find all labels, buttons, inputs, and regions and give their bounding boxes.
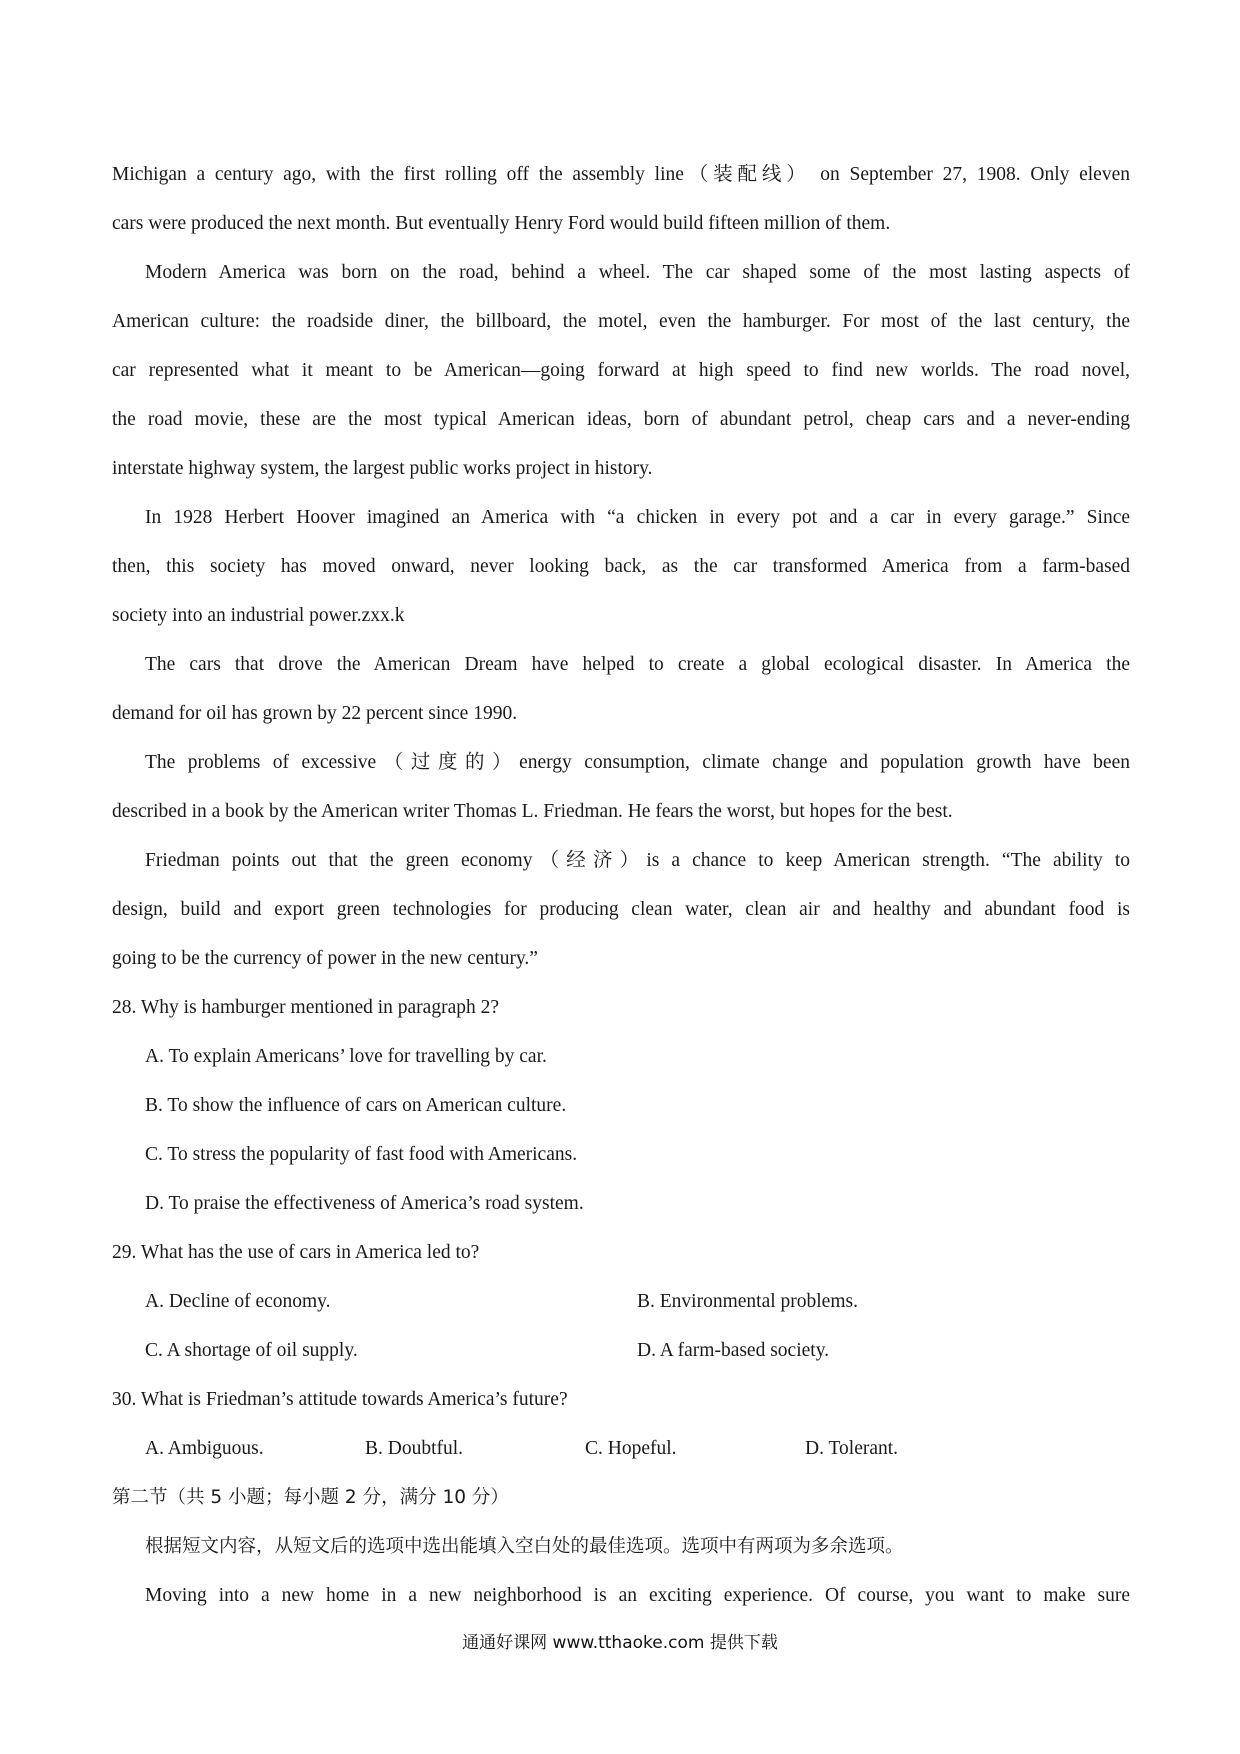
answer-option: A. Decline of economy. [145,1291,331,1312]
passage-line: American culture: the roadside diner, the billboard, the motel, even the hamburger. For most of the last century, the [112,311,1130,332]
answer-option: D. Tolerant. [805,1438,899,1459]
passage-line: going to be the currency of power in the new century.” [112,948,538,969]
answer-option: B. Doubtful. [365,1438,464,1459]
passage-line: then, this society has moved onward, never looking back, as the car transformed America from a farm-based [112,556,1130,577]
passage-line: The problems of excessive（过度的）energy consumption, climate change and population growth have been [145,752,1130,773]
exam-page [112,150,1130,1620]
passage-line: the road movie, these are the most typical American ideas, born of abundant petrol, cheap cars and a never-ending [112,409,1130,430]
answer-option-row [112,1326,1130,1375]
question-stem: 30. What is Friedman’s attitude towards America’s future? [112,1389,568,1410]
section-heading: 第二节（共 5 小题；每小题 2 分，满分 10 分） [112,1487,509,1508]
passage-line: The cars that drove the American Dream have helped to create a global ecological disaster. In America the [145,654,1130,675]
passage-line: design, build and export green technologies for producing clean water, clean air and healthy and abundant food is [112,899,1130,920]
section-instruction: 根据短文内容，从短文后的选项中选出能填入空白处的最佳选项。选项中有两项为多余选项。 [145,1536,904,1557]
passage-line: cars were produced the next month. But eventually Henry Ford would build fifteen million of them. [112,213,891,234]
answer-option: D. To praise the effectiveness of America’s road system. [145,1193,584,1214]
answer-option: B. Environmental problems. [637,1291,858,1312]
passage-line: Modern America was born on the road, behind a wheel. The car shaped some of the most lasting aspects of [145,262,1130,283]
answer-option: C. Hopeful. [585,1438,677,1459]
answer-option: A. To explain Americans’ love for travelling by car. [145,1046,547,1067]
question-stem: 28. Why is hamburger mentioned in paragraph 2? [112,997,500,1018]
page-footer: 通通好课网 www.tthaoke.com 提供下载 [462,1633,778,1653]
passage-line: Moving into a new home in a new neighborhood is an exciting experience. Of course, you want to make sure [145,1585,1130,1606]
passage-line: Friedman points out that the green economy（经济）is a chance to keep American strength. “The ability to [145,850,1130,871]
answer-option: D. A farm-based society. [637,1340,830,1361]
answer-option: C. To stress the popularity of fast food with Americans. [145,1144,578,1165]
answer-option-row [112,1277,1130,1326]
passage-line: society into an industrial power.zxx.k [112,605,405,626]
answer-option-row [112,1424,1130,1473]
passage-line: demand for oil has grown by 22 percent since 1990. [112,703,518,724]
passage-line: car represented what it meant to be American—going forward at high speed to find new worlds. The road novel, [112,360,1130,381]
answer-option: A. Ambiguous. [145,1438,264,1459]
passage-line: In 1928 Herbert Hoover imagined an America with “a chicken in every pot and a car in every garage.” Since [145,507,1130,528]
answer-option: B. To show the influence of cars on American culture. [145,1095,567,1116]
passage-line: described in a book by the American writer Thomas L. Friedman. He fears the worst, but hopes for the best. [112,801,953,822]
question-stem: 29. What has the use of cars in America led to? [112,1242,480,1263]
passage-line: interstate highway system, the largest public works project in history. [112,458,653,479]
answer-option: C. A shortage of oil supply. [145,1340,358,1361]
passage-line: Michigan a century ago, with the first rolling off the assembly line（装配线） on September 27, 1908. Only eleven [112,164,1130,185]
